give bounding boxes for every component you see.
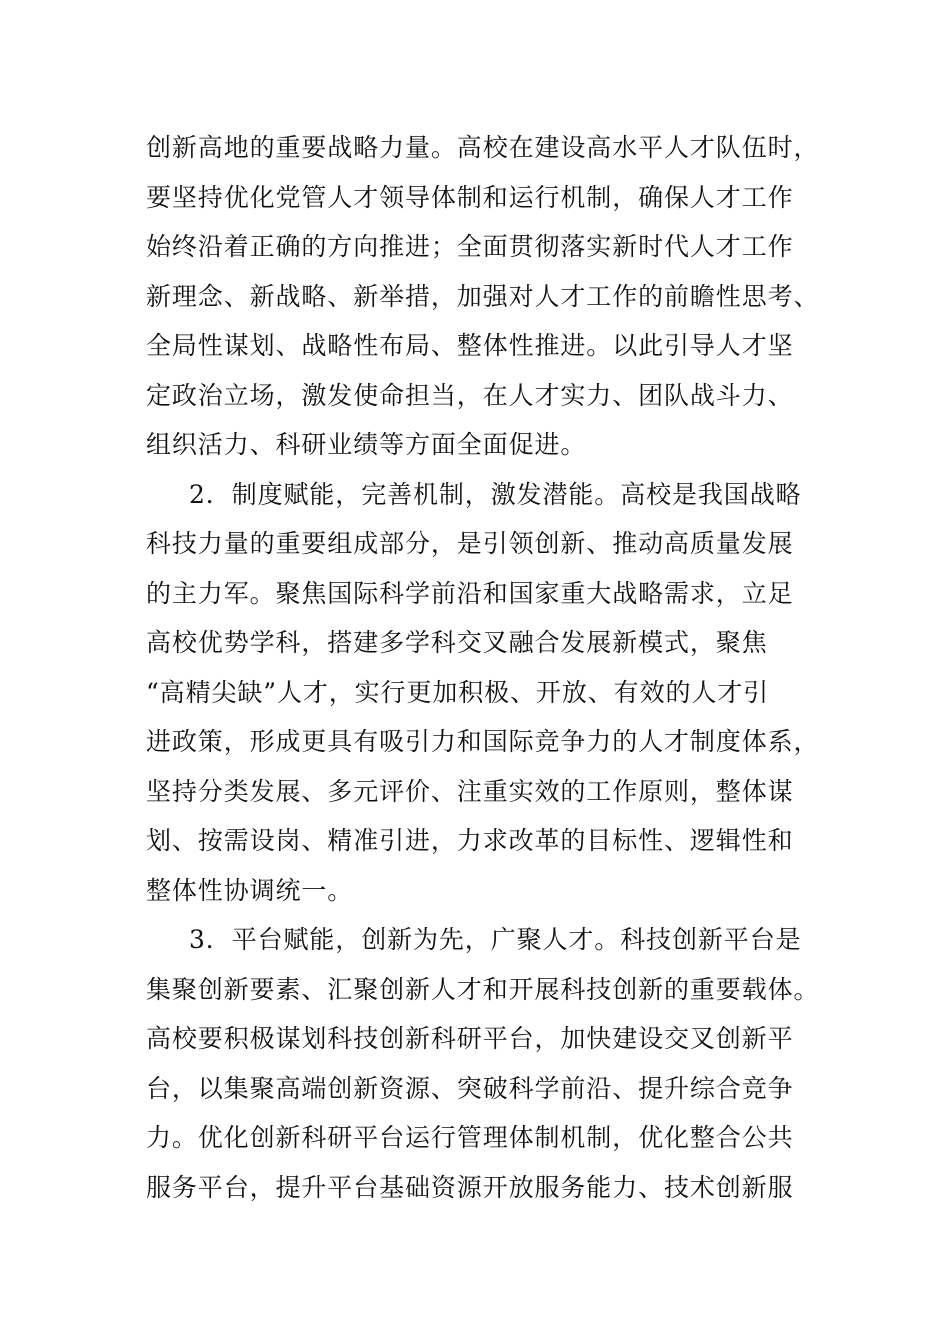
text-line: 高校优势学科，搭建多学科交叉融合发展新模式，聚焦 <box>146 628 768 657</box>
paragraph-1 <box>146 123 820 470</box>
text-line: 新理念、新战略、新举措，加强对人才工作的前瞻性思考、 <box>146 281 820 311</box>
text-line: 力。优化创新科研平台运行管理体制机制，优化整合公共 <box>146 1123 794 1152</box>
text-line: 台，以集聚高端创新资源、突破科学前沿、提升综合竞争 <box>146 1073 794 1103</box>
text-line: 集聚创新要素、汇聚创新人才和开展科技创新的重要载体。 <box>146 974 820 1004</box>
text-line: 进政策，形成更具有吸引力和国际竞争力的人才制度体系， <box>146 727 820 756</box>
text-line-indented: 3．平台赋能，创新为先，广聚人才。科技创新平台是 <box>189 925 802 954</box>
document-body <box>146 123 820 1212</box>
text-line: 始终沿着正确的方向推进；全面贯彻落实新时代人才工作 <box>146 232 794 261</box>
text-line: 高校要积极谋划科技创新科研平台，加快建设交叉创新平 <box>146 1024 794 1053</box>
text-line: 的主力军。聚焦国际科学前沿和国家重大战略需求，立足 <box>146 578 794 608</box>
text-line: 全局性谋划、战略性布局、整体性推进。以此引导人才坚 <box>146 331 794 360</box>
text-line: 整体性协调统一。 <box>146 875 354 905</box>
text-line: 科技力量的重要组成部分，是引领创新、推动高质量发展 <box>146 529 794 558</box>
paragraph-2 <box>146 470 820 916</box>
text-line: “高精尖缺”人才，实行更加积极、开放、有效的人才引 <box>146 677 770 707</box>
text-line: 组织活力、科研业绩等方面全面促进。 <box>146 430 587 459</box>
text-line: 坚持分类发展、多元评价、注重实效的工作原则，整体谋 <box>146 776 794 806</box>
text-line: 要坚持优化党管人才领导体制和运行机制，确保人才工作 <box>146 182 794 212</box>
text-line: 服务平台，提升平台基础资源开放服务能力、技术创新服 <box>146 1172 794 1202</box>
text-line: 创新高地的重要战略力量。高校在建设高水平人才队伍时， <box>146 133 820 162</box>
text-line: 划、按需设岗、精准引进，力求改革的目标性、逻辑性和 <box>146 826 794 855</box>
text-line: 定政治立场，激发使命担当，在人才实力、团队战斗力、 <box>146 380 794 410</box>
paragraph-3 <box>146 915 820 1212</box>
text-line-indented: 2．制度赋能，完善机制，激发潜能。高校是我国战略 <box>189 479 802 509</box>
